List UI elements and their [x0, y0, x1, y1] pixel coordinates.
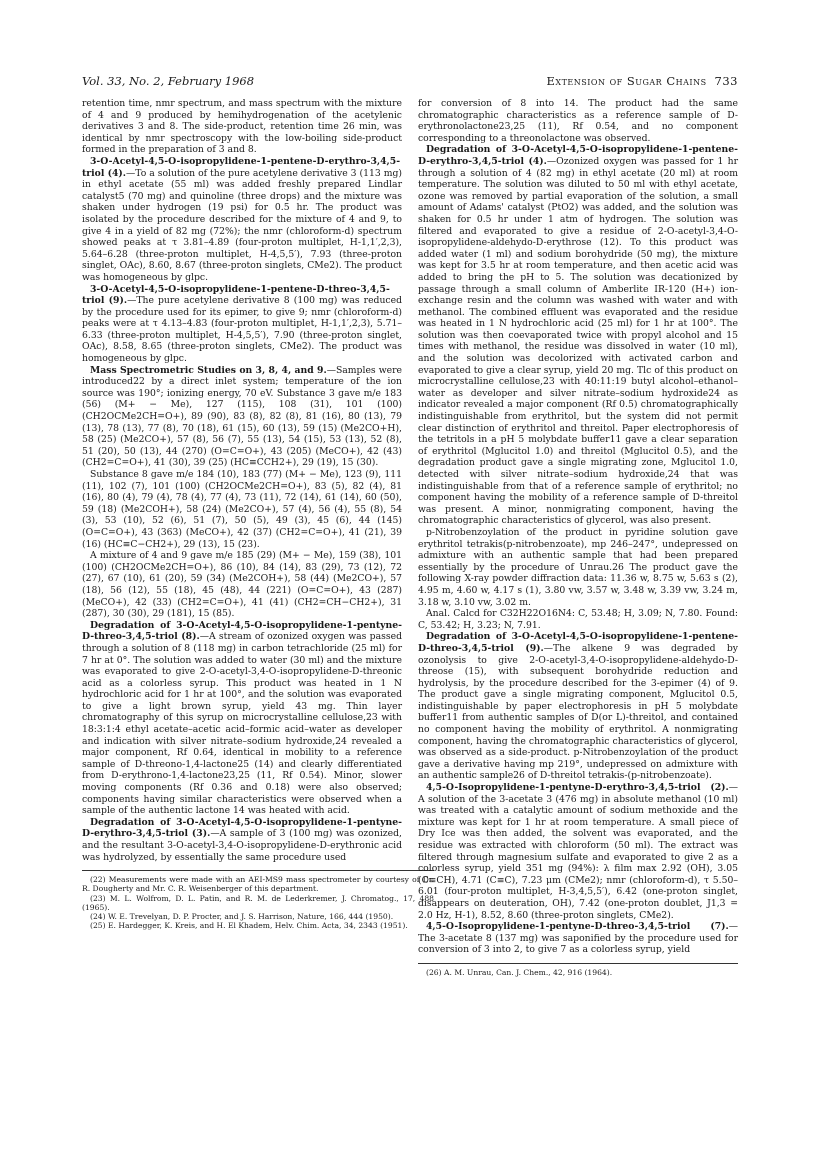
footnote: (22) Measurements were made with an AEI-MS9 mass spectrometer by courtesy of Dr. R. Dougherty and Mr. C. R. Weisenberger of this department. — [82, 875, 434, 894]
paragraph — [82, 284, 402, 365]
section-heading: Mass Spectrometric Studies on 3, 8, 4, and 9. — [90, 364, 327, 376]
section-heading: Degradation of 3-O-Acetyl-4,5-O-isopropylidene-1-pentene-D-erythro-3,4,5-triol (4). — [418, 144, 738, 167]
paragraph-text: —The pure acetylene derivative 8 (100 mg) was reduced by the procedure used for its epimer, to give 9; nmr (chloroform-d) peaks were at τ 4.13–4.83 (four-proton multiplet, H-1,1′,2,3), 5.71–6.33 (three-proton multiplet, H-4,5,5′), 7.90 (three-proton singlet, OAc), 8.58, 8.65 (three-proton singlets, CMe2). The product was homogeneous by glpc. — [82, 295, 402, 365]
page-header — [82, 72, 738, 90]
paragraph: retention time, nmr spectrum, and mass spectrum with the mixture of 4 and 9 produced by hemihydrogenation of the acetylenic derivatives 3 and 8. The side-product, retention time 26 min, was identical by nmr spectroscopy with the low-boiling side-product formed in the preparation of 3 and 8. — [82, 98, 402, 156]
left-column — [82, 98, 434, 931]
footnote: (26) A. M. Unrau, Can. J. Chem., 42, 916 (1964). — [426, 967, 613, 977]
paragraph — [418, 144, 738, 527]
paragraph-text: —The 3-acetate 8 (137 mg) was saponified by the procedure used for conversion of 3 into 2, to give 7 as a colorless syrup, yield — [418, 921, 738, 956]
footnote: (25) E. Hardegger, K. Kreis, and H. El Khadem, Helv. Chim. Acta, 34, 2343 (1951). — [90, 921, 408, 931]
footnote: (24) W. E. Trevelyan, D. P. Procter, and J. S. Harrison, Nature, 166, 444 (1950). — [90, 912, 394, 921]
section-heading: Degradation of 3-O-Acetyl-4,5-O-isopropylidene-1-pentene-D-threo-3,4,5-triol (9). — [418, 631, 738, 654]
right-column — [418, 98, 738, 977]
paragraph-text: —Ozonized oxygen was passed for 1 hr through a solution of 4 (82 mg) in ethyl acetate (20 ml) at room temperature. The solution was diluted to 50 ml with ethyl acetate, ozone was removed by partial evaporation of the solution, a small amount of Adams' catalyst (PtO2) was added, and the solution was shaken for 0.5 hr under 1 atm of hydrogen. The solution was filtered and evaporated to give a residue of 2-O-acetyl-3,4-O-isopropylidene-aldehydo-D-erythrose (12). To this product was added water (1 ml) and sodium borohydride (50 mg), the mixture was kept for 3.5 hr at room temperature, and then acetic acid was added to bring the pH to 5. The solution was decationized by passage through a small column of Amberlite IR-120 (H+) ion-exchange resin and the column was washed with water and with methanol. The combined effluent was evaporated and the residue was heated in 1 N hydrochloric acid (25 ml) for 1 hr at 100°. The solution was then coevaporated twice with propyl alcohol and 15 times with methanol, the residue was dissolved in water (10 ml), and the solution was decolorized with activated carbon and evaporated to give a clear syrup, yield 20 mg. Tlc of this product on microcrystalline cellulose,23 with 40:11:19 butyl alcohol–ethanol–water as developer and silver nitrate–sodium hydroxide24 as indicator revealed a major component (Rf 0.5) chromatographically indistinguishable from erythritol, but the system did not permit clear distinction of erythritol and threitol. Paper electrophoresis of the tetritols in a pH 5 molybdate buffer11 gave a clear separation of erythritol (Mglucitol 1.0) and threitol (Mglucitol 0.5), and the degradation product gave a single migrating zone, Mglucitol 1.0, detected with silver nitrate–sodium hydroxide,24 that was indistinguishable from that of a reference sample of erythritol; no component having the mobility of a reference sample of D-threitol was present. A minor, nonmigrating component, having the chromatographic characteristics of glycerol, was also present. — [418, 155, 738, 527]
paragraph-text: —A sample of 3 (100 mg) was ozonized, and the resultant 3-O-acetyl-3,4-O-isopropylidene-D-erythronic acid was hydrolyzed, by essentially the same procedure used — [82, 828, 402, 863]
section-heading: 3-O-Acetyl-4,5-O-isopropylidene-1-pentene-D-threo-3,4,5-triol (9). — [82, 283, 390, 307]
paragraph — [418, 782, 738, 921]
footnotes — [82, 870, 434, 930]
paragraph: Substance 8 gave m/e 184 (10), 183 (77) (M+ − Me), 123 (9), 111 (11), 102 (7), 101 (100) (CH2OCMe2CH=O+), 83 (5), 82 (4), 81 (16), 80 (4), 79 (4), 78 (4), 77 (4), 73 (11), 72 (14), 61 (14), 60 (50), 59 (18) (Me2COH+), 58 (24) (Me2CO+), 57 (4), 56 (4), 55 (8), 54 (3), 53 (10), 52 (6), 51 (7), 50 (5), 49 (3), 45 (6), 44 (145) (O=C=O+), 43 (363) (MeCO+), 42 (37) (CH2=C=O+), 41 (21), 39 (16) (HC≡C−CH2+), 29 (13), 15 (23). — [82, 469, 402, 550]
paragraph: A mixture of 4 and 9 gave m/e 185 (29) (M+ − Me), 159 (38), 101 (100) (CH2OCMe2CH=O+), 86 (10), 84 (14), 83 (29), 73 (12), 72 (27), 67 (10), 61 (20), 59 (34) (Me2COH+), 58 (44) (Me2CO+), 57 (18), 56 (12), 55 (18), 45 (48), 44 (221) (O=C=O+), 43 (287) (MeCO+), 42 (33) (CH2=C=O+), 41 (41) (CH2=CH−CH2+), 31 (287), 30 (30), 29 (181), 15 (85). — [82, 550, 402, 620]
footnotes — [418, 963, 738, 977]
paragraph-text: —The alkene 9 was degraded by ozonolysis to give 2-O-acetyl-3,4-O-isopropylidene-aldehydo-D-threose (15), with subsequent borohydride reduction and hydrolysis, by the procedure described for the 3-epimer (4) of 9. The product gave a single migrating component, Mglucitol 0.5, indistinguishable by paper electrophoresis in pH 5 molybdate buffer11 from authentic samples of D(or L)-threitol, and contained no component having the mobility of erythritol. A nonmigrating component, having the chromatographic characteristics of glycerol, was observed as a side-product. p-Nitrobenzoylation of the product gave a derivative having mp 219°, undepressed on admixture with an authentic sample26 of D-threitol tetrakis-(p-nitrobenzoate). — [418, 642, 738, 782]
paragraph-text: —Samples were introduced22 by a direct inlet system; temperature of the ion source was 190°; ionizing energy, 70 eV. Substance 3 gave m/e 183 (56) (M+ − Me), 127 (115), 108 (31), 101 (100) (CH2OCMe2CH=O+), 89 (90), 83 (8), 82 (8), 81 (16), 80 (13), 79 (13), 78 (13), 77 (8), 70 (18), 61 (15), 60 (13), 59 (15) (Me2CO+H), 58 (25) (Me2CO+), 57 (8), 56 (7), 55 (13), 54 (15), 53 (13), 52 (8), 51 (20), 50 (13), 44 (270) (O=C=O+), 43 (205) (MeCO+), 42 (43) (CH2=C=O+), 41 (30), 39 (25) (HC≡CCH2+), 29 (19), 15 (30). — [82, 364, 402, 469]
paragraph — [418, 921, 738, 956]
paragraph — [82, 817, 402, 863]
paragraph — [82, 156, 402, 284]
section-heading: Degradation of 3-O-Acetyl-4,5-O-isopropylidene-1-pentyne-D-threo-3,4,5-triol (8). — [82, 619, 402, 643]
paragraph: Anal. Calcd for C32H22O16N4: C, 53.48; H, 3.09; N, 7.80. Found: C, 53.42; H, 3.23; N, 7.91. — [418, 608, 738, 631]
paragraph: p-Nitrobenzoylation of the product in pyridine solution gave erythritol tetrakis(p-nitrobenzoate), mp 246–247°, undepressed on admixture with an authentic sample that had been prepared essentially by the procedure of Unrau.26 The product gave the following X-ray powder diffraction data: 11.36 w, 8.75 w, 5.63 s (2), 4.95 m, 4.60 w, 4.17 s (1), 3.80 vw, 3.57 w, 3.48 w, 3.39 vw, 3.24 m, 3.18 w, 3.10 vw, 3.02 m. — [418, 526, 738, 608]
section-heading: 4,5-O-Isopropylidene-1-pentyne-D-erythro-3,4,5-triol (2). — [426, 782, 729, 794]
paragraph: for conversion of 8 into 14. The product had the same chromatographic characteristics as a reference sample of D-erythronolactone23,25 (11), Rf 0.54, and no component corresponding to a threonolactone was observed. — [418, 98, 738, 144]
running-title-text: Extension of Sugar Chains — [546, 74, 707, 88]
section-heading: Degradation of 3-O-Acetyl-4,5-O-isopropylidene-1-pentyne-D-erythro-3,4,5-triol (3). — [82, 816, 402, 840]
paragraph — [418, 631, 738, 782]
running-title — [547, 72, 739, 90]
paragraph-text: —A stream of ozonized oxygen was passed through a solution of 8 (118 mg) in carbon tetrachloride (25 ml) for 7 hr at 0°. The solution was added to water (30 ml) and the mixture was evaporated to give 2-O-acetyl-3,4-O-isopropylidene-D-threonic acid as a colorless syrup. This product was heated in 1 N hydrochloric acid for 1 hr at 100°, and the solution was evaporated to give a light brown syrup, yield 43 mg. Thin layer chromatography of this syrup on microcrystalline cellulose,23 with 18:3:1:4 ethyl acetate–acetic acid–formic acid–water as developer and indication with silver nitrate–sodium hydroxide,24 revealed a major component, Rf 0.64, identical in mobility to a reference sample of D-threono-1,4-lactone25 (14) and clearly differentiated from D-erythrono-1,4-lactone23,25 (11, Rf 0.54). Minor, slower moving components (Rf 0.36 and 0.18) were also observed; components having similar characteristics were observed when a sample of the authentic lactone 14 was heated with acid. — [82, 631, 403, 817]
section-heading: 4,5-O-Isopropylidene-1-pentyne-D-threo-3,4,5-triol (7). — [426, 921, 729, 933]
paragraph — [82, 620, 402, 817]
footnote: (23) M. L. Wolfrom, D. L. Patin, and R. M. de Lederkremer, J. Chromatog., 17, 488 (1965). — [82, 893, 434, 912]
paragraph — [82, 365, 402, 469]
section-heading: 3-O-Acetyl-4,5-O-isopropylidene-1-pentene-D-erythro-3,4,5-triol (4). — [82, 155, 401, 179]
journal-volume: Vol. 33, No. 2, February 1968 — [82, 74, 255, 88]
paragraph-text: —To a solution of the pure acetylene derivative 3 (113 mg) in ethyl acetate (55 ml) was added freshly prepared Lindlar catalyst5 (70 mg) and quinoline (three drops) and the mixture was shaken under hydrogen (19 psi) for 0.5 hr. The product was isolated by the procedure described for the mixture of 4 and 9, to give 4 in a yield of 82 mg (72%); the nmr (chloroform-d) spectrum showed peaks at τ 3.81–4.89 (four-proton multiplet, H-1,1′,2,3), 5.64–6.28 (three-proton multiplet, H-4,5,5′), 7.93 (three-proton singlet, OAc), 8.60, 8.67 (three-proton singlets, CMe2). The product was homogeneous by glpc. — [82, 167, 402, 283]
paragraph-text: —A solution of the 3-acetate 3 (476 mg) in absolute methanol (10 ml) was treated with a catalytic amount of sodium methoxide and the mixture was kept for 1 hr at room temperature. A small piece of Dry Ice was then added, the solvent was evaporated, and the residue was extracted with chloroform (50 ml). The extract was filtered through magnesium sulfate and evaporated to give 2 as a colorless syrup, yield 351 mg (94%): λ film max 2.92 (OH), 3.05 (C≡CH), 4.71 (C≡C), 7.23 μm (CMe2); nmr (chloroform-d), τ 5.50–6.01 (four-proton multiplet, H-3,4,5,5′), 6.42 (one-proton singlet, disappears on deuteration, OH), 7.42 (one-proton doublet, J1,3 = 2.0 Hz, H-1), 8.52, 8.60 (three-proton singlets, CMe2). — [418, 782, 738, 921]
page-number: 733 — [714, 74, 738, 88]
